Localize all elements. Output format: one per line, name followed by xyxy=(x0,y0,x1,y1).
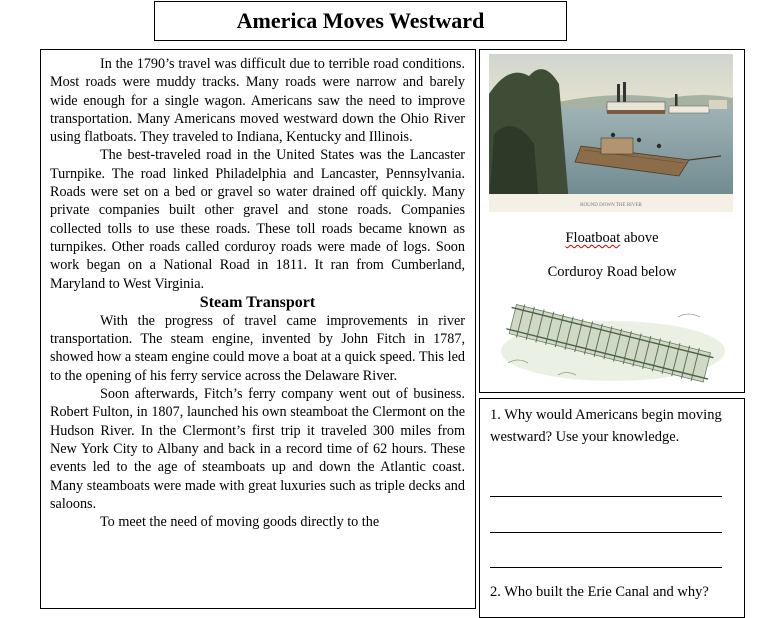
caption-rest: above xyxy=(620,230,659,246)
section-heading: Steam Transport xyxy=(199,293,316,311)
answer-line[interactable] xyxy=(490,496,722,497)
question-1: 1. Why would Americans begin moving westward? Use your knowledge. xyxy=(490,407,722,445)
paragraph: The best-traveled road in the United States was the Lancaster Turnpike. The road linked Philadelphia and Lancaster, Pennsylvania. Roads were set on a bed or gravel so water drained off quickly. Many private companies built other gravel and stone roads. Companies collected tolls to use these roads. These toll roads became known as turnpikes. Other roads called corduroy roads were made of logs. Soon work began on a National Road in 1811. It ran from Cumberland, Maryland to West Virginia. xyxy=(50,147,465,292)
caption-word: Floatboat xyxy=(565,230,621,246)
answer-line[interactable] xyxy=(490,532,722,533)
floatboat-caption xyxy=(480,230,744,247)
corduroy-caption: Corduroy Road below xyxy=(547,264,677,280)
engraving-caption: ROUND DOWN THE RIVER xyxy=(580,203,642,208)
paragraph: Soon afterwards, Fitch’s ferry company went out of business. Robert Fulton, in 1807, launched his own steamboat the Clermont on the Hudson River. In the Clermont’s first trip it traveled 300 miles from New York City to Albany and back in a record time of 62 hours. These events led to the age of steamboats up and down the Atlantic coast. Many steamboats were made with great luxuries such as triple decks and saloons. xyxy=(50,386,465,512)
paragraph: With the progress of travel came improvements in river transportation. The steam engine, invented by John Fitch in 1787, showed how a steam engine could move a boat at a quick speed. This led to the opening of his ferry service across the Delaware River. xyxy=(50,312,465,384)
title-box xyxy=(154,1,567,41)
paragraph: In the 1790’s travel was difficult due to terrible road conditions. Most roads were muddy tracks. Many roads were narrow and barely wide enough for a single wagon. Americans saw the need to improve transportation. Many Americans moved westward down the Ohio River using flatboats. They traveled to Indiana, Kentucky and Illinois. xyxy=(50,56,465,146)
reading-passage xyxy=(40,49,476,609)
answer-line[interactable] xyxy=(490,567,722,568)
questions-panel xyxy=(479,398,745,618)
corduroy-road-drawing xyxy=(498,303,728,385)
paragraph: To meet the need of moving goods directly to the xyxy=(100,514,380,531)
flatboat-engraving xyxy=(489,54,733,212)
page-title: America Moves Westward xyxy=(236,8,485,33)
question-2: 2. Who built the Erie Canal and why? xyxy=(490,584,709,600)
image-panel xyxy=(479,49,745,393)
